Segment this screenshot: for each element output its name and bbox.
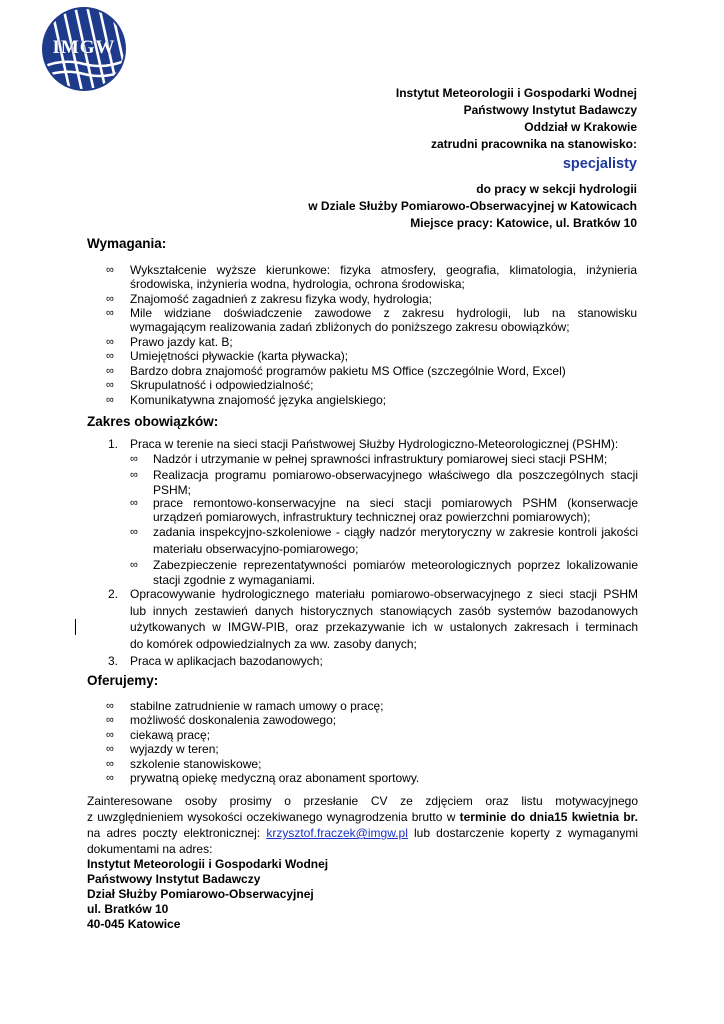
offer-item: możliwość doskonalenia zawodowego; [130, 713, 337, 727]
duty-sub-line: prace remontowo-konserwacyjne na sieci stacji pomiarowych PSHM (konserwacje [153, 496, 638, 510]
bullet: ∞ [106, 700, 114, 712]
bullet: ∞ [130, 469, 138, 481]
duty-sub-line: Realizacja programu pomiarowo-obserwacyjnego właściwego dla poszczególnych stacji [153, 468, 638, 482]
duty-line: użytkowanych w IMGW-PIB, oraz przekazywanie ich w ustalonych zakresach i terminach [130, 620, 638, 634]
duty-line: Praca w terenie na sieci stacji Państwowej Służby Hydrologiczno-Meteorologicznej (PSHM): [130, 437, 619, 451]
header-branch: Oddział w Krakowie [524, 120, 637, 134]
bullet: ∞ [106, 293, 114, 305]
bullet: ∞ [106, 264, 114, 276]
header-institute: Instytut Meteorologii i Gospodarki Wodnej [395, 86, 637, 100]
bullet: ∞ [106, 307, 114, 319]
bullet: ∞ [106, 772, 114, 784]
requirement-line: Komunikatywna znajomość języka angielskiego; [130, 393, 387, 407]
offer-item: stabilne zatrudnienie w ramach umowy o pracę; [130, 699, 384, 713]
bullet: ∞ [130, 559, 138, 571]
address-line: ul. Bratków 10 [87, 902, 169, 916]
requirement-line: Skrupulatność i odpowiedzialność; [130, 378, 314, 392]
offer-heading: Oferujemy: [87, 673, 159, 688]
text-cursor [75, 619, 76, 635]
offer-item: wyjazdy w teren; [130, 742, 219, 756]
requirement-line: Bardzo dobra znajomość programów pakietu MS Office (szczególnie Word, Excel) [130, 364, 566, 378]
list-number: 3. [108, 654, 119, 668]
deadline: terminie do dnia15 kwietnia br. [459, 810, 639, 824]
bullet: ∞ [130, 453, 138, 465]
duty-sub-line: zadania inspekcyjno-szkoleniowe - ciągły nadzór merytoryczny w zakresie kontroli jakości [153, 525, 638, 539]
header-hires: zatrudni pracownika na stanowisko: [430, 137, 637, 151]
bullet: ∞ [106, 336, 114, 348]
bullet: ∞ [106, 729, 114, 741]
bullet: ∞ [130, 497, 138, 509]
duty-sub-line: stacji zgodnie z wymaganiami. [153, 573, 316, 587]
requirement-line: wymagającym realizowania zadań zbliżonych do poniższego zakresu obowiązków; [130, 320, 570, 334]
requirement-line: Wykształcenie wyższe kierunkowe: fizyka atmosfery, geografia, klimatologia, inżynieria [130, 263, 637, 277]
requirements-heading: Wymagania: [87, 236, 167, 251]
position-title: specjalisty [562, 156, 637, 172]
bullet: ∞ [106, 350, 114, 362]
bullet: ∞ [106, 379, 114, 391]
requirement-line: środowiska, inżynieria wodna, hydrologia, ochrona środowiska; [130, 277, 465, 291]
bullet: ∞ [106, 365, 114, 377]
requirement-line: Mile widziane doświadczenie zawodowe z zakresu hydrologii, lub na stanowisku [130, 306, 637, 320]
duty-sub-line: Nadzór i utrzymanie w pełnej sprawności infrastruktury pomiarowej sieci stacji PSHM; [153, 452, 608, 466]
closing-line [87, 810, 638, 824]
requirement-line: Umiejętności pływackie (karta pływacka); [130, 349, 349, 363]
duty-line: do komórek odpowiedzialnych za ww. zasoby danych; [130, 637, 417, 651]
detail-section: do pracy w sekcji hydrologii [476, 182, 637, 196]
closing-line: dokumentami na adres: [87, 842, 213, 856]
bullet: ∞ [130, 526, 138, 538]
closing-line: Zainteresowane osoby prosimy o przesłanie CV ze zdjęciem oraz listu motywacyjnego [87, 794, 638, 808]
list-number: 2. [108, 587, 119, 601]
bullet: ∞ [106, 394, 114, 406]
address-line: Dział Służby Pomiarowo-Obserwacyjnej [87, 887, 314, 901]
requirement-line: Prawo jazdy kat. B; [130, 335, 233, 349]
requirement-line: Znajomość zagadnień z zakresu fizyka wody, hydrologia; [130, 292, 432, 306]
duty-sub-line: PSHM; [153, 483, 192, 497]
detail-department: w Dziale Służby Pomiarowo-Obserwacyjnej w Katowicach [308, 199, 637, 213]
offer-item: prywatną opiekę medyczną oraz abonament sportowy. [130, 771, 420, 785]
duty-sub-line: Zabezpieczenie reprezentatywności pomiarów meteorologicznych poprzez lokalizowanie [153, 558, 638, 572]
duty-line: Praca w aplikacjach bazodanowych; [130, 654, 323, 668]
detail-workplace: Miejsce pracy: Katowice, ul. Bratków 10 [410, 216, 637, 230]
closing-text: na adres poczty elektronicznej: [87, 826, 267, 840]
closing-line [87, 826, 638, 840]
logo-text: IMGW [52, 37, 116, 58]
closing-text: lub dostarczenie koperty z wymaganymi [407, 826, 639, 840]
bullet: ∞ [106, 758, 114, 770]
list-number: 1. [108, 437, 119, 451]
address-line: 40-045 Katowice [87, 917, 181, 931]
duty-line: lub innych zestawień danych historycznych stanowiących zasób systemów bazodanowych [130, 604, 638, 618]
duties-heading: Zakres obowiązków: [87, 414, 219, 429]
address-line: Instytut Meteorologii i Gospodarki Wodnej [87, 857, 329, 871]
header-institute-type: Państwowy Instytut Badawczy [463, 103, 637, 117]
address-line: Państwowy Instytut Badawczy [87, 872, 261, 886]
duty-sub-line: materiału obserwacyjno-pomiarowego; [153, 542, 359, 556]
imgw-logo [41, 6, 127, 92]
closing-text: z uwzględnieniem wysokości oczekiwanego wynagrodzenia brutto w [87, 810, 460, 824]
bullet: ∞ [106, 743, 114, 755]
offer-item: szkolenie stanowiskowe; [130, 757, 262, 771]
email-link[interactable]: krzysztof.fraczek@imgw.pl [266, 826, 408, 840]
offer-item: ciekawą pracę; [130, 728, 211, 742]
bullet: ∞ [106, 714, 114, 726]
duty-sub-line: urządzeń pomiarowych, infrastruktury technicznej oraz powierzchni pomiarowych); [153, 510, 591, 524]
duty-line: Opracowywanie hydrologicznego materiału pomiarowo-obserwacyjnego z sieci stacji PSHM [130, 587, 638, 601]
